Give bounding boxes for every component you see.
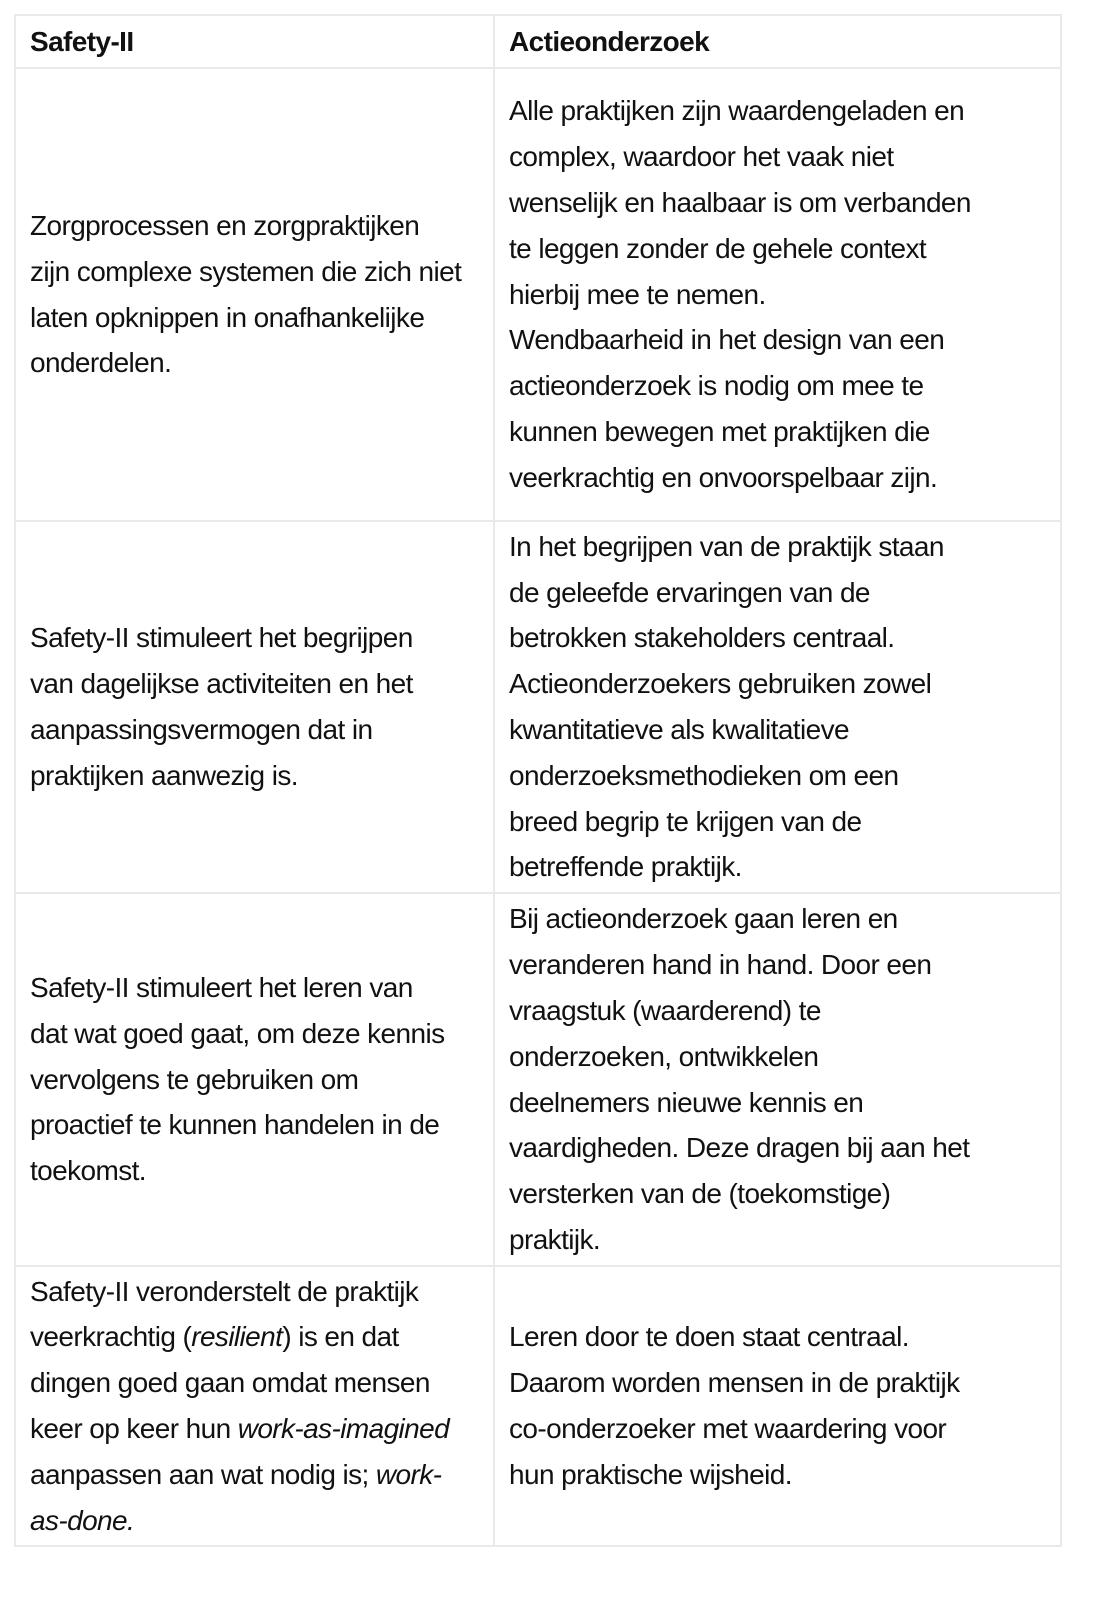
cell-line: zijn complexe systemen die zich niet <box>30 255 462 287</box>
cell-line: van dagelijkse activiteiten en het <box>30 668 413 700</box>
cell-line: Wendbaarheid in het design van een <box>509 324 945 356</box>
cell-line: versterken van de (toekomstige) <box>509 1178 891 1210</box>
cell-line <box>30 1314 479 1360</box>
cell-safety-ii <box>15 893 494 1266</box>
table-row <box>15 893 1061 1266</box>
cell-line: proactief te kunnen handelen in de <box>30 1109 440 1141</box>
cell-line: onderdelen. <box>30 347 172 379</box>
cell-line: deelnemers nieuwe kennis en <box>509 1086 864 1118</box>
cell-line <box>30 1498 479 1544</box>
cell-line: Leren door te doen staat centraal. <box>509 1321 909 1353</box>
cell-line: Daarom worden mensen in de praktijk <box>509 1367 960 1399</box>
cell-line: breed begrip te krijgen van de <box>509 805 862 837</box>
cell-line: vervolgens te gebruiken om <box>30 1063 359 1095</box>
cell-actieonderzoek <box>494 893 1061 1266</box>
table-row <box>15 521 1061 893</box>
cell-safety-ii <box>15 1266 494 1546</box>
cell-line: Alle praktijken zijn waardengeladen en <box>509 95 965 127</box>
cell-safety-ii <box>15 521 494 893</box>
cell-line: wenselijk en haalbaar is om verbanden <box>509 187 971 218</box>
text: keer op keer hun <box>30 1413 238 1444</box>
cell-actieonderzoek <box>494 521 1061 893</box>
cell-line: co-onderzoeker met waardering voor <box>509 1413 947 1444</box>
cell-line: vaardigheden. Deze dragen bij aan het <box>509 1132 970 1164</box>
cell-line: hierbij mee te nemen. <box>509 278 766 310</box>
cell-line: de geleefde ervaringen van de <box>509 576 870 608</box>
comparison-table <box>14 14 1062 1547</box>
cell-line: Bij actieonderzoek gaan leren en <box>509 903 898 935</box>
cell-line: veranderen hand in hand. Door een <box>509 949 932 981</box>
text: ) is en dat <box>282 1321 399 1353</box>
text: veerkrachtig ( <box>30 1321 192 1353</box>
cell-line: betrokken stakeholders centraal. <box>509 622 895 654</box>
cell-line: veerkrachtig en onvoorspelbaar zijn. <box>509 461 938 493</box>
cell-line: laten opknippen in onafhankelijke <box>30 301 425 333</box>
cell-line: onderzoeksmethodieken om een <box>509 759 899 791</box>
cell-actieonderzoek <box>494 1266 1061 1546</box>
cell-line: aanpassingsvermogen dat in <box>30 714 373 745</box>
cell-line: Safety-II veronderstelt de praktijk <box>30 1275 419 1307</box>
italic-term-resilient: resilient <box>191 1321 283 1353</box>
text: aanpassen aan wat nodig is; <box>30 1458 376 1490</box>
cell-line: dingen goed gaan omdat mensen <box>30 1367 430 1399</box>
cell-line: toekomst. <box>30 1155 146 1187</box>
cell-line: Safety-II stimuleert het leren van <box>30 972 413 1003</box>
italic-term-work-as-done: work- <box>375 1458 442 1490</box>
cell-line: kunnen bewegen met praktijken die <box>509 415 930 447</box>
italic-term-work-as-done: as-done. <box>30 1504 135 1536</box>
header-safety-ii: Safety-II <box>15 15 494 68</box>
cell-line: Actieonderzoekers gebruiken zowel <box>509 668 932 700</box>
header-actieonderzoek: Actieonderzoek <box>494 15 1061 68</box>
cell-line: te leggen zonder de gehele context <box>509 232 927 264</box>
cell-line: betreffende praktijk. <box>509 851 742 883</box>
cell-line: vraagstuk (waarderend) te <box>509 994 821 1026</box>
cell-line: praktijk. <box>509 1223 601 1255</box>
cell-line: Zorgprocessen en zorgpraktijken <box>30 209 420 241</box>
cell-line: dat wat goed gaat, om deze kennis <box>30 1017 445 1049</box>
cell-safety-ii <box>15 68 494 521</box>
cell-line <box>30 1406 479 1452</box>
cell-line: Safety-II stimuleert het begrijpen <box>30 622 413 654</box>
cell-line: praktijken aanwezig is. <box>30 759 298 791</box>
cell-line <box>30 1452 479 1498</box>
cell-line: hun praktische wijsheid. <box>509 1458 792 1490</box>
cell-line: In het begrijpen van de praktijk staan <box>509 530 944 562</box>
cell-line: kwantitatieve als kwalitatieve <box>509 714 849 745</box>
cell-line: actieonderzoek is nodig om mee te <box>509 370 924 402</box>
cell-line: complex, waardoor het vaak niet <box>509 141 894 173</box>
table-row <box>15 1266 1061 1546</box>
italic-term-work-as-imagined: work-as-imagined <box>237 1413 450 1444</box>
table-row <box>15 68 1061 521</box>
cell-line: onderzoeken, ontwikkelen <box>509 1040 819 1072</box>
cell-actieonderzoek <box>494 68 1061 521</box>
table-header-row <box>15 15 1061 68</box>
